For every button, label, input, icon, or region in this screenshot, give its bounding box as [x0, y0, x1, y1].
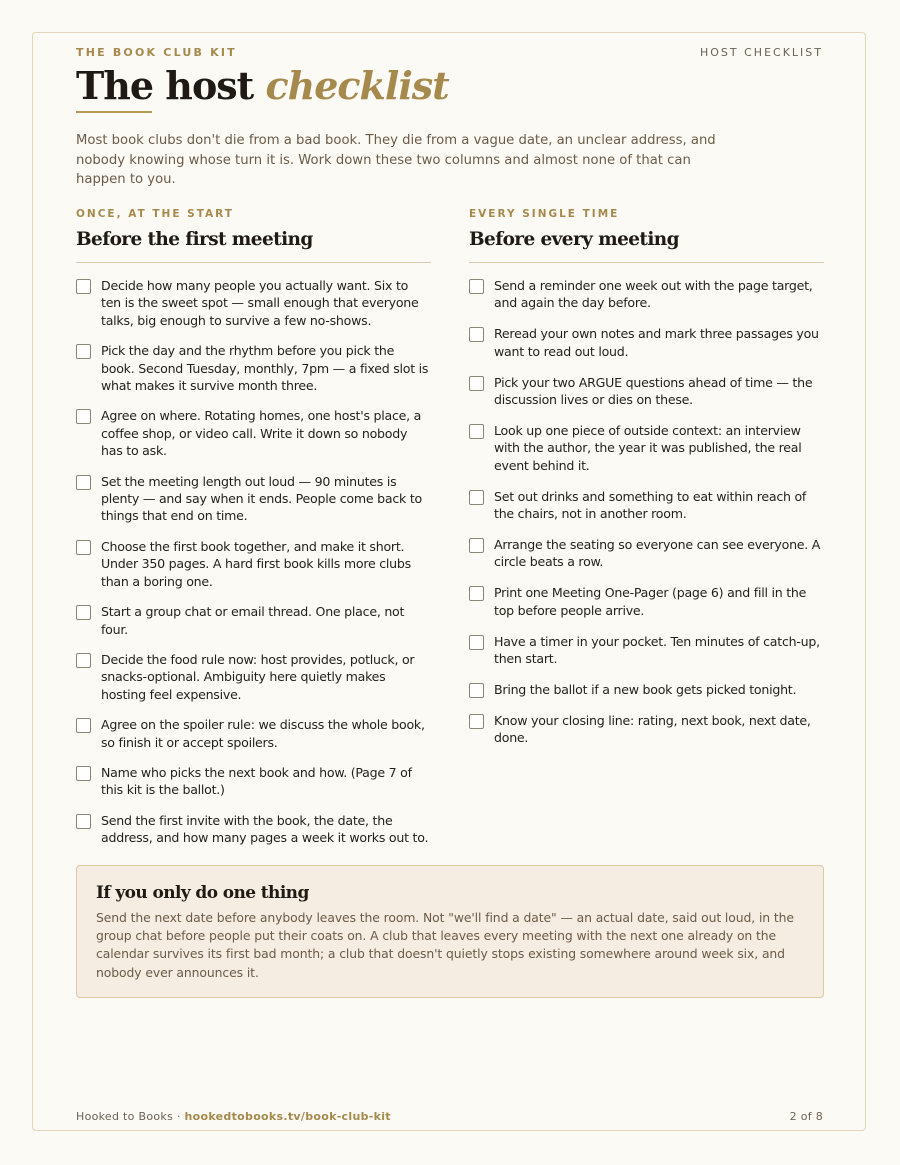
checklist-item-text: Send a reminder one week out with the page target, and again the day before.: [494, 278, 813, 311]
checkbox[interactable]: [76, 605, 91, 620]
checklist-item-text: Reread your own notes and mark three passages you want to read out loud.: [494, 326, 819, 359]
checklist-item: [76, 603, 431, 638]
column-kicker: EVERY SINGLE TIME: [469, 208, 620, 220]
footer-link[interactable]: hookedtobooks.tv/book-club-kit: [184, 1110, 391, 1123]
checkbox[interactable]: [469, 424, 484, 439]
checkbox[interactable]: [76, 653, 91, 668]
checklist-item-text: Have a timer in your pocket. Ten minutes of catch-up, then start.: [494, 633, 820, 666]
column-before-every-meeting: [469, 208, 824, 760]
checklist-item-text: Decide the food rule now: host provides, potluck, or snacks-optional. Ambiguity here quietly makes hosting feel expensive.: [101, 651, 415, 702]
checklist-item-text: Agree on where. Rotating homes, one host's place, a coffee shop, or video call. Write it down so nobody has to ask.: [101, 408, 422, 459]
column-divider: [469, 262, 824, 263]
column-title: Before every meeting: [469, 229, 679, 250]
column-title: Before the first meeting: [76, 229, 313, 250]
checkbox[interactable]: [76, 718, 91, 733]
checkbox[interactable]: [469, 586, 484, 601]
checklist-item: [469, 712, 824, 747]
kit-kicker: THE BOOK CLUB KIT: [76, 46, 237, 59]
title-underline: [76, 111, 152, 113]
title-main: The host: [76, 63, 254, 108]
checklist-item-text: Arrange the seating so everyone can see everyone. A circle beats a row.: [494, 536, 821, 570]
callout-title: If you only do one thing: [96, 883, 309, 903]
checklist-item-text: Send the first invite with the book, the date, the address, and how many pages a week it works out to.: [101, 812, 429, 846]
checkbox[interactable]: [469, 327, 484, 342]
checklist-item-text: Agree on the spoiler rule: we discuss the whole book, so finish it or accept spoilers.: [101, 717, 425, 750]
checklist-item: [76, 651, 431, 703]
checklist-item: [469, 422, 824, 474]
checkbox[interactable]: [76, 766, 91, 781]
footer-separator: ·: [173, 1110, 185, 1123]
checkbox[interactable]: [76, 540, 91, 555]
column-before-first-meeting: [76, 208, 431, 860]
checklist-item-text: Print one Meeting One-Pager (page 6) and fill in the top before people arrive.: [494, 585, 807, 618]
checklist: [469, 277, 824, 747]
checklist-item: [469, 374, 824, 409]
column-divider: [76, 262, 431, 263]
checklist-item: [76, 764, 431, 799]
checklist-item: [469, 325, 824, 360]
checklist-item-text: Start a group chat or email thread. One place, not four.: [101, 604, 405, 637]
checklist-item: [76, 277, 431, 329]
checkbox[interactable]: [76, 475, 91, 490]
checklist-item-text: Pick the day and the rhythm before you pick the book. Second Tuesday, monthly, 7pm — a fixed slot is what makes it survive month three.: [101, 343, 429, 394]
checklist-item-text: Bring the ballot if a new book gets picked tonight.: [494, 681, 797, 697]
checklist-item: [76, 407, 431, 459]
checkbox[interactable]: [469, 714, 484, 729]
checklist-item-text: Know your closing line: rating, next book, next date, done.: [494, 712, 811, 746]
checkbox[interactable]: [469, 490, 484, 505]
checklist: [76, 277, 431, 847]
callout-body: Send the next date before anybody leaves the room. Not "we'll find a date" — an actual date, said out loud, in the group chat before people put their coats on. A club that leaves every meeting with the next one already on the calendar survives its first bad month; a club that doesn't quietly stops existing somewhere around week six, and nobody ever announces it.: [96, 910, 794, 980]
checklist-item-text: Decide how many people you actually want. Six to ten is the sweet spot — small enough that everyone talks, big enough to survive a few no-shows.: [101, 278, 419, 328]
checklist-item: [469, 681, 824, 698]
checkbox[interactable]: [76, 279, 91, 294]
checkbox[interactable]: [76, 409, 91, 424]
checklist-item: [76, 473, 431, 525]
checkbox[interactable]: [76, 344, 91, 359]
checklist-item-text: Set out drinks and something to eat within reach of the chairs, not in another room.: [494, 488, 807, 522]
checklist-item: [469, 584, 824, 619]
checklist-item: [469, 536, 824, 571]
checklist-item-text: Choose the first book together, and make it short. Under 350 pages. A hard first book kills more clubs than a boring one.: [101, 538, 411, 589]
checklist-item: [469, 277, 824, 312]
title-accent: checklist: [265, 63, 449, 108]
checklist-item-text: Set the meeting length out loud — 90 minutes is plenty — and say when it ends. People come back to things that end on time.: [101, 473, 422, 524]
checklist-item-text: Name who picks the next book and how. (Page 7 of this kit is the ballot.): [101, 764, 412, 798]
footer-brand: Hooked to Books: [76, 1110, 174, 1123]
column-kicker: ONCE, AT THE START: [76, 208, 234, 220]
checkbox[interactable]: [76, 814, 91, 829]
checklist-item: [76, 812, 431, 847]
checklist-item: [76, 342, 431, 394]
section-label: HOST CHECKLIST: [700, 46, 823, 59]
footer-credit: [76, 1110, 391, 1123]
checklist-item-text: Pick your two ARGUE questions ahead of time — the discussion lives or dies on these.: [494, 374, 813, 408]
intro-paragraph: Most book clubs don't die from a bad book. They die from a vague date, an unclear address, and nobody knowing whose turn it is. Work down these two columns and almost none of that can happen to you.: [76, 133, 716, 188]
checklist-item: [76, 716, 431, 751]
checkbox[interactable]: [469, 635, 484, 650]
checkbox[interactable]: [469, 683, 484, 698]
checklist-item-text: Look up one piece of outside context: an interview with the author, the year it was published, the real event behind it.: [494, 422, 802, 473]
page-number: 2 of 8: [789, 1110, 823, 1123]
checklist-item: [76, 538, 431, 590]
callout-box: [76, 865, 824, 998]
page-title: [76, 62, 449, 110]
checkbox[interactable]: [469, 376, 484, 391]
checklist-item: [469, 488, 824, 523]
checkbox[interactable]: [469, 279, 484, 294]
checkbox[interactable]: [469, 538, 484, 553]
checklist-item: [469, 633, 824, 668]
